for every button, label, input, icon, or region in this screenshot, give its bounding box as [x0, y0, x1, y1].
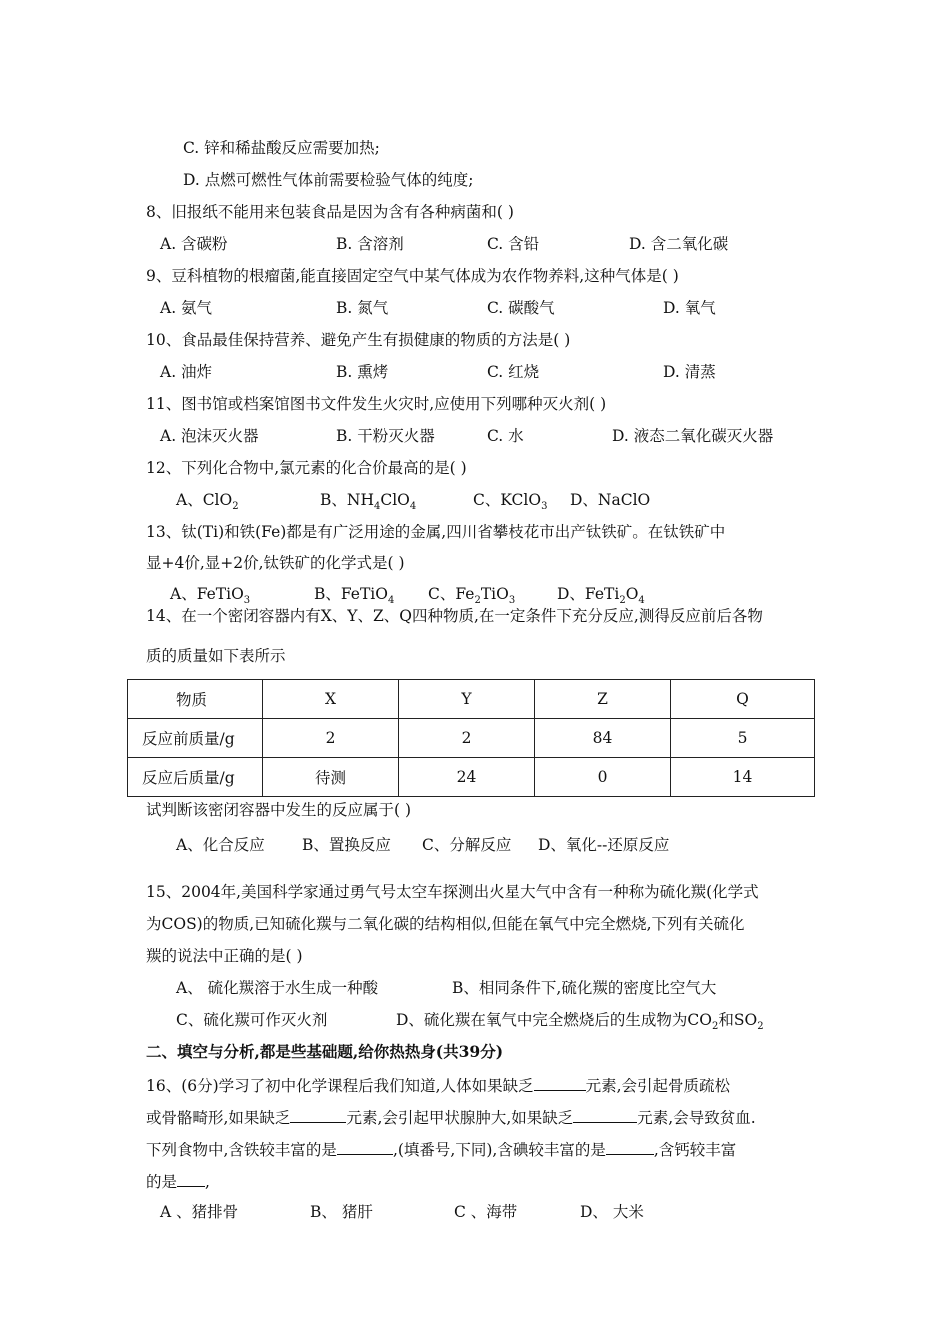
q16-blank-1[interactable]: [534, 1074, 586, 1091]
table-cell: 反应后质量/g: [128, 758, 263, 797]
q10-option-b: B. 熏烤: [336, 363, 389, 381]
table-cell: 2: [263, 719, 399, 758]
q16-l2b: 元素,会引起甲状腺肿大,如果缺乏: [346, 1109, 574, 1127]
q10-option-c: C. 红烧: [487, 363, 540, 381]
q9-option-b: B. 氮气: [336, 299, 389, 317]
q13-a-text: A、FeTiO: [170, 585, 244, 603]
q16-l2a: 或骨骼畸形,如果缺乏: [146, 1109, 291, 1127]
q15-d-mid: 和SO: [718, 1011, 758, 1029]
q15-d-sub2: 2: [757, 1021, 764, 1033]
q16-option-d: D、 大米: [580, 1203, 644, 1221]
table-header-cell: 物质: [128, 680, 263, 719]
q16-line3: [146, 1138, 736, 1160]
q16-blank-2[interactable]: [290, 1106, 346, 1123]
q16-line1: [146, 1074, 730, 1096]
q16-l3a: 下列食物中,含铁较丰富的是: [146, 1141, 337, 1159]
q12-c-text: C、KClO: [473, 491, 542, 509]
q13-c-sub2: 3: [508, 595, 516, 607]
q14-option-b: B、置换反应: [302, 836, 391, 854]
q12-a-text: A、ClO: [176, 491, 233, 509]
table-header-row: [128, 680, 815, 719]
q9-option-a: A. 氨气: [160, 299, 213, 317]
q16-l3c: ,含钙较丰富: [653, 1141, 737, 1159]
q14-stem-line2: 质的质量如下表所示: [146, 647, 286, 665]
q11-option-d: D. 液态二氧化碳灭火器: [612, 427, 774, 445]
q16-l1a: 16、(6分)学习了初中化学课程后我们知道,人体如果缺乏: [146, 1077, 534, 1095]
q15-option-d: [396, 1010, 764, 1037]
q16-blank-5[interactable]: [606, 1138, 654, 1155]
q14-option-c: C、分解反应: [422, 836, 512, 854]
table-cell: 待测: [263, 758, 399, 797]
q16-l2c: 元素,会导致贫血.: [637, 1109, 756, 1127]
q11-option-b: B. 干粉灭火器: [336, 427, 435, 445]
q12-b-sub1: 4: [373, 501, 381, 513]
table-header-cell: Y: [399, 680, 535, 719]
q15-option-b: B、相同条件下,硫化羰的密度比空气大: [452, 979, 717, 997]
q7-option-c: C. 锌和稀盐酸反应需要加热;: [183, 139, 380, 157]
table-row: [128, 758, 815, 797]
q15-stem-line2: 为COS)的物质,已知硫化羰与二氧化碳的结构相似,但能在氧气中完全燃烧,下列有关硫化: [146, 915, 745, 933]
q10-stem: 10、食品最佳保持营养、避免产生有损健康的物质的方法是( ): [146, 331, 571, 349]
q12-b-text: B、NH: [320, 491, 374, 509]
q7-option-d: D. 点燃可燃性气体前需要检验气体的纯度;: [183, 171, 474, 189]
q11-option-a: A. 泡沫灭火器: [160, 427, 259, 445]
table-cell: 反应前质量/g: [128, 719, 263, 758]
q9-option-d: D. 氧气: [663, 299, 716, 317]
q12-b-sub2: 4: [409, 501, 417, 513]
q14-option-a: A、化合反应: [176, 836, 265, 854]
q14-option-d: D、氧化--还原反应: [538, 836, 670, 854]
q10-option-d: D. 清蒸: [663, 363, 716, 381]
table-cell: 2: [399, 719, 535, 758]
table-cell: 84: [535, 719, 671, 758]
q12-option-a: [176, 490, 239, 517]
q16-l4a: 的是: [146, 1173, 178, 1191]
q15-stem-line3: 羰的说法中正确的是( ): [146, 947, 303, 965]
q13-d-sub1: 2: [619, 595, 626, 607]
q9-stem: 9、豆科植物的根瘤菌,能直接固定空气中某气体成为农作物养料,这种气体是( ): [146, 267, 679, 285]
q16-blank-3[interactable]: [573, 1106, 637, 1123]
table-cell: 24: [399, 758, 535, 797]
q16-option-a: A 、猪排骨: [160, 1203, 239, 1221]
q11-option-c: C. 水: [487, 427, 524, 445]
q13-c-mid: TiO: [480, 585, 509, 603]
q16-l4b: ,: [205, 1173, 210, 1191]
table-header-cell: Q: [671, 680, 815, 719]
q15-d-sub1: 2: [712, 1021, 719, 1033]
q13-c-sub1: 2: [474, 595, 481, 607]
table-header-cell: Z: [535, 680, 671, 719]
q11-stem: 11、图书馆或档案馆图书文件发生火灾时,应使用下列哪种灭火剂( ): [146, 395, 607, 413]
q13-b-text: B、FeTiO: [314, 585, 388, 603]
q12-c-sub: 3: [541, 501, 548, 513]
q12-a-sub: 2: [232, 501, 239, 513]
q15-option-c: C、硫化羰可作灭火剂: [176, 1011, 328, 1029]
q15-stem-line1: 15、2004年,美国科学家通过勇气号太空车探测出火星大气中含有一种称为硫化羰(化学式: [146, 883, 759, 901]
q13-d-sub2: 4: [638, 595, 645, 607]
q13-b-sub: 4: [387, 595, 395, 607]
q13-c-text: C、Fe: [428, 585, 475, 603]
mass-table: [127, 679, 815, 797]
q10-option-a: A. 油炸: [160, 363, 213, 381]
q16-l1b: 元素,会引起骨质疏松: [585, 1077, 731, 1095]
table-row: [128, 719, 815, 758]
q13-d-text: D、FeTi: [557, 585, 620, 603]
q12-option-d: D、NaClO: [570, 491, 651, 509]
q8-option-b: B. 含溶剂: [336, 235, 404, 253]
q12-option-b: [320, 490, 416, 517]
q12-option-c: [473, 490, 547, 517]
q13-stem-line2: 显+4价,显+2价,钛铁矿的化学式是( ): [146, 554, 405, 572]
q8-option-d: D. 含二氧化碳: [629, 235, 729, 253]
q16-option-c: C 、海带: [454, 1203, 518, 1221]
q16-line4: [146, 1170, 210, 1192]
q16-line2: [146, 1106, 756, 1128]
q13-stem-line1: 13、钛(Ti)和铁(Fe)都是有广泛用途的金属,四川省攀枝花市出产钛铁矿。在钛铁矿中: [146, 523, 726, 541]
q16-l3b: ,(填番号,下同),含碘较丰富的是: [392, 1141, 606, 1159]
q13-a-sub: 3: [243, 595, 251, 607]
table-cell: 0: [535, 758, 671, 797]
q8-stem: 8、旧报纸不能用来包装食品是因为含有各种病菌和( ): [146, 203, 514, 221]
q16-option-b: B、 猪肝: [310, 1203, 373, 1221]
q14-question: 试判断该密闭容器中发生的反应属于( ): [146, 801, 412, 819]
q15-option-a: A、 硫化羰溶于水生成一种酸: [176, 979, 379, 997]
table-header-cell: X: [263, 680, 399, 719]
q9-option-c: C. 碳酸气: [487, 299, 555, 317]
q16-blank-6[interactable]: [177, 1170, 205, 1187]
q12-b-mid: ClO: [380, 491, 410, 509]
q15-d-text: D、硫化羰在氧气中完全燃烧后的生成物为CO: [396, 1011, 712, 1029]
q14-stem-line1: 14、在一个密闭容器内有X、Y、Z、Q四种物质,在一定条件下充分反应,测得反应前后各物: [146, 607, 763, 625]
q12-stem: 12、下列化合物中,氯元素的化合价最高的是( ): [146, 459, 467, 477]
q8-option-c: C. 含铅: [487, 235, 540, 253]
q13-d-mid: O: [625, 585, 639, 603]
table-cell: 14: [671, 758, 815, 797]
table-cell: 5: [671, 719, 815, 758]
section-2-heading: 二、填空与分析,都是些基础题,给你热热身(共39分): [146, 1042, 504, 1061]
q16-blank-4[interactable]: [337, 1138, 393, 1155]
q8-option-a: A. 含碳粉: [160, 235, 228, 253]
